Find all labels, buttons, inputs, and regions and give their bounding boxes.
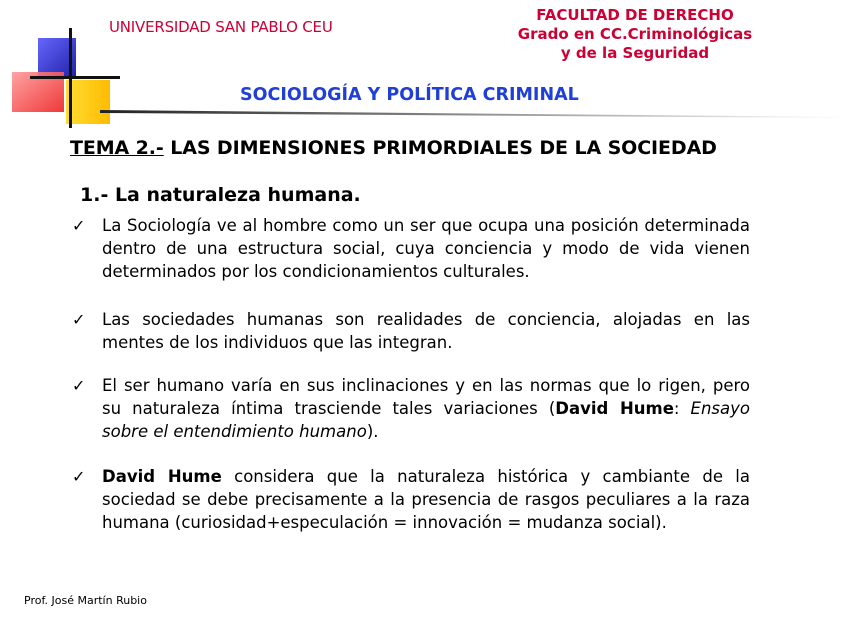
bullet-text-part: ). xyxy=(366,422,379,441)
work-title: Ensayo sobre el entendimiento humano xyxy=(102,399,750,441)
checkmark-icon: ✓ xyxy=(72,310,86,329)
bullet-text xyxy=(102,374,750,443)
faculty-block xyxy=(490,6,780,63)
topic-label: TEMA 2.- xyxy=(70,137,164,159)
bullet-text-part: : xyxy=(673,399,691,418)
topic-title: LAS DIMENSIONES PRIMORDIALES DE LA SOCIEDAD xyxy=(163,137,717,159)
header-divider xyxy=(100,108,848,122)
author-name: David Hume xyxy=(102,467,222,486)
topic-heading xyxy=(70,137,717,159)
course-title: SOCIOLOGÍA Y POLÍTICA CRIMINAL xyxy=(240,85,579,105)
checkmark-icon: ✓ xyxy=(72,216,86,235)
footer-author: Prof. José Martín Rubio xyxy=(24,594,147,607)
bullet-text: Las sociedades humanas son realidades de conciencia, alojadas en las mentes de los individuos que las integran. xyxy=(102,310,750,352)
bullet-text-part: considera que la naturaleza histórica y cambiante de la sociedad se debe precisamente a la presencia de rasgos peculiares a la raza humana (curiosidad+especulación = innovación = mudanza social). xyxy=(102,467,750,532)
bullet-text xyxy=(102,465,750,534)
degree-name-cont: y de la Seguridad xyxy=(560,44,710,62)
section-heading: 1.- La naturaleza humana. xyxy=(80,184,361,206)
author-name: David Hume xyxy=(555,399,674,418)
faculty-name: FACULTAD DE DERECHO xyxy=(536,6,734,24)
university-name: UNIVERSIDAD SAN PABLO CEU xyxy=(109,18,333,36)
checkmark-icon: ✓ xyxy=(72,376,86,395)
bullet-text: La Sociología ve al hombre como un ser que ocupa una posición determinada dentro de una estructura social, cuya conciencia y modo de vida vienen determinados por los condicionamientos culturales. xyxy=(102,216,750,281)
bullet-text-part: El ser humano varía en sus inclinaciones y en las normas que lo rigen, pero su naturaleza íntima trasciende tales variaciones ( xyxy=(102,376,750,418)
degree-name: Grado en CC.Criminológicas xyxy=(517,25,753,43)
checkmark-icon: ✓ xyxy=(72,467,86,486)
